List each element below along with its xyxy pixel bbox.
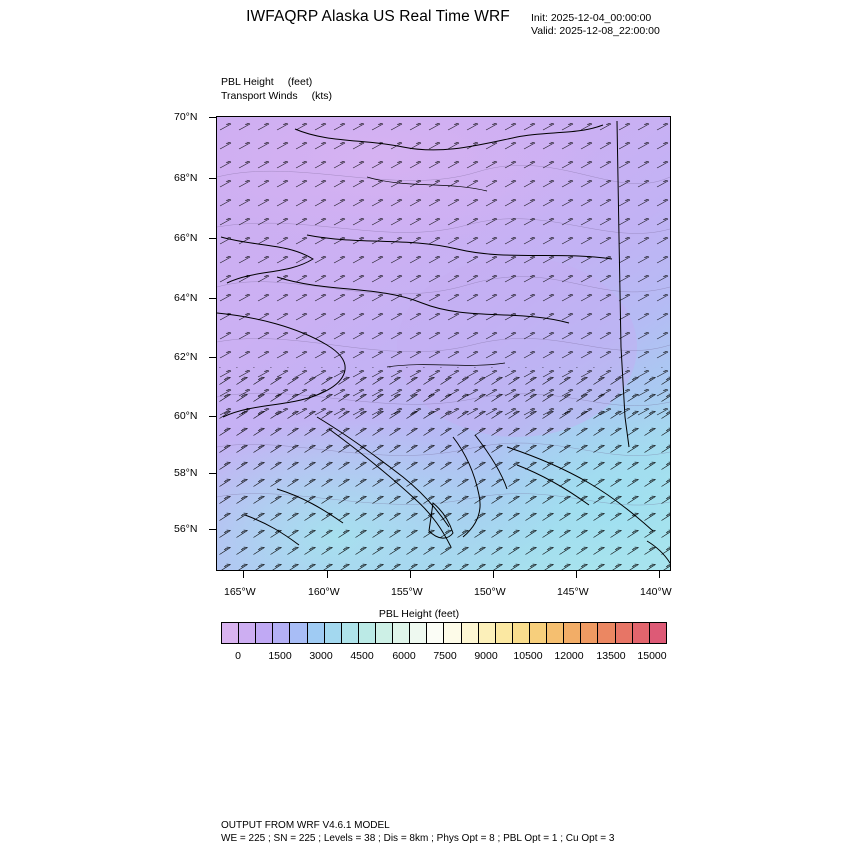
colorbar-tick-6000: 6000 (392, 650, 416, 662)
colorbar-cell-6 (325, 623, 342, 643)
x-tickmark (576, 571, 577, 578)
x-tickmark (410, 571, 411, 578)
colorbar-cell-17 (513, 623, 530, 643)
x-tick-150w: 150°W (474, 586, 506, 598)
colorbar-cell-8 (359, 623, 376, 643)
colorbar-cell-19 (547, 623, 564, 643)
y-tickmark (209, 529, 216, 530)
x-tickmark (493, 571, 494, 578)
y-tickmark (209, 298, 216, 299)
footer-line-model: OUTPUT FROM WRF V4.6.1 MODEL (221, 820, 390, 831)
x-tickmark (659, 571, 660, 578)
colorbar-cell-7 (342, 623, 359, 643)
init-time: Init: 2025-12-04_00:00:00 (531, 12, 652, 24)
x-tick-145w: 145°W (557, 586, 589, 598)
colorbar-cell-20 (564, 623, 581, 643)
footer-line-config: WE = 225 ; SN = 225 ; Levels = 38 ; Dis = 8km ; Phys Opt = 8 ; PBL Opt = 1 ; Cu Opt = 3 (221, 833, 615, 844)
colorbar-cell-23 (616, 623, 633, 643)
colorbar-tick-13500: 13500 (596, 650, 626, 662)
colorbar-cell-4 (290, 623, 307, 643)
colorbar-cell-9 (376, 623, 393, 643)
colorbar-tick-9000: 9000 (474, 650, 498, 662)
colorbar[interactable] (221, 622, 667, 644)
colorbar-cell-21 (581, 623, 598, 643)
colorbar-title-text: PBL Height (feet) (378, 608, 460, 620)
colorbar-tick-15000: 15000 (637, 650, 667, 662)
colorbar-cell-16 (496, 623, 513, 643)
x-tick-140w: 140°W (640, 586, 672, 598)
field-name-pbl: PBL Height (221, 76, 274, 88)
y-tickmark (209, 473, 216, 474)
y-tickmark (209, 357, 216, 358)
y-tick-70: 70°N (174, 111, 198, 123)
colorbar-cell-1 (239, 623, 256, 643)
colorbar-tick-3000: 3000 (309, 650, 333, 662)
y-tickmark (209, 416, 216, 417)
x-tick-155w: 155°W (391, 586, 423, 598)
colorbar-cell-14 (462, 623, 479, 643)
page-title-text: IWFAQRP Alaska US Real Time WRF (246, 8, 510, 25)
y-tickmark (209, 178, 216, 179)
field-name-winds: Transport Winds (221, 90, 298, 102)
x-tickmark (243, 571, 244, 578)
field-label-block (221, 75, 332, 103)
model-info-footer (221, 819, 614, 845)
colorbar-cell-12 (427, 623, 444, 643)
colorbar-cell-0 (222, 623, 239, 643)
run-time-block (531, 12, 660, 38)
colorbar-cell-5 (308, 623, 325, 643)
y-tick-68: 68°N (174, 172, 198, 184)
colorbar-cell-22 (598, 623, 615, 643)
colorbar-tick-4500: 4500 (350, 650, 374, 662)
x-tickmark (327, 571, 328, 578)
colorbar-tick-12000: 12000 (554, 650, 584, 662)
map-plot-area[interactable] (216, 116, 671, 571)
field-units-winds: (kts) (311, 90, 333, 102)
colorbar-tick-7500: 7500 (433, 650, 457, 662)
colorbar-cell-10 (393, 623, 410, 643)
map-canvas (217, 117, 670, 570)
x-tick-165w: 165°W (224, 586, 256, 598)
colorbar-cell-18 (530, 623, 547, 643)
colorbar-cell-15 (479, 623, 496, 643)
y-tickmark (209, 117, 216, 118)
y-tick-58: 58°N (174, 467, 198, 479)
page-title (0, 8, 850, 26)
colorbar-cell-25 (650, 623, 666, 643)
y-tick-64: 64°N (174, 292, 198, 304)
colorbar-cell-13 (444, 623, 461, 643)
y-tick-66: 66°N (174, 232, 198, 244)
y-tickmark (209, 238, 216, 239)
x-tick-160w: 160°W (308, 586, 340, 598)
y-tick-62: 62°N (174, 351, 198, 363)
y-tick-56: 56°N (174, 523, 198, 535)
field-units-pbl: (feet) (287, 76, 313, 88)
colorbar-tick-1500: 1500 (268, 650, 292, 662)
colorbar-cell-24 (633, 623, 650, 643)
colorbar-cell-3 (273, 623, 290, 643)
colorbar-cell-2 (256, 623, 273, 643)
y-tick-60: 60°N (174, 410, 198, 422)
valid-time: Valid: 2025-12-08_22:00:00 (531, 25, 660, 37)
colorbar-tick-10500: 10500 (513, 650, 543, 662)
colorbar-tick-0: 0 (235, 650, 241, 662)
colorbar-title (0, 608, 850, 620)
colorbar-cell-11 (410, 623, 427, 643)
